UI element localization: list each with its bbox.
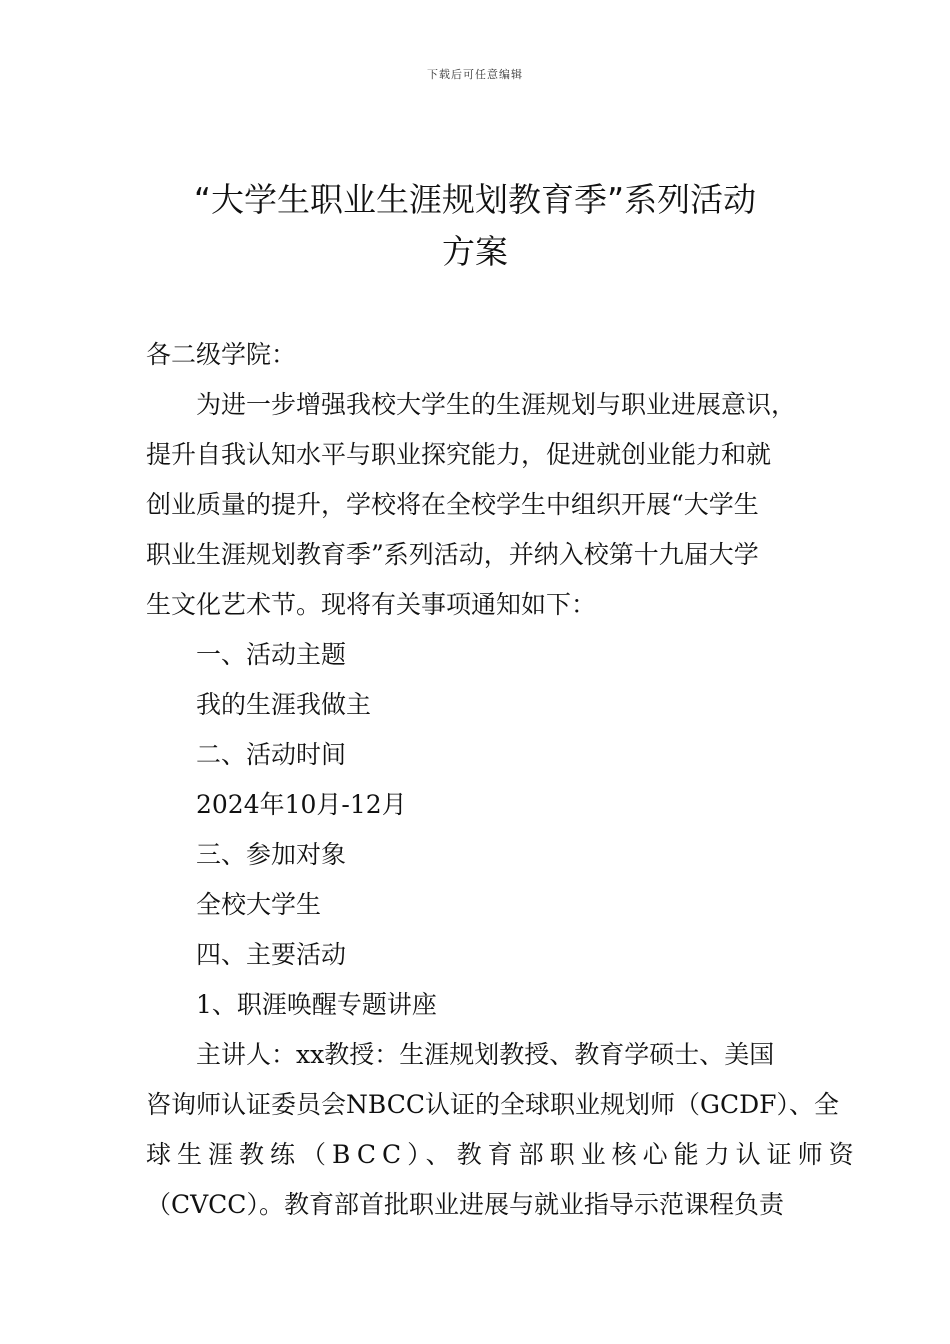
- section-heading-theme: 一、活动主题: [196, 640, 347, 669]
- section-heading-audience: 三、参加对象: [196, 840, 347, 869]
- intro-line-2: 提升自我认知水平与职业探究能力，促进就创业能力和就: [146, 440, 772, 469]
- speaker-line-4: （CVCC）。教育部首批职业进展与就业指导示范课程负责: [146, 1190, 784, 1219]
- audience-value: 全校大学生: [196, 890, 322, 919]
- intro-line-4: 职业生涯规划教育季”系列活动，并纳入校第十九届大学: [146, 540, 759, 569]
- section-heading-time: 二、活动时间: [196, 740, 347, 769]
- intro-paragraph: [146, 380, 806, 630]
- speaker-line-2: 咨询师认证委员会NBCC认证的全球职业规划师（GCDF）、全: [146, 1090, 839, 1119]
- title-line-2: 方案: [442, 232, 508, 271]
- document-body: [146, 330, 860, 1230]
- title-line-1: “大学生职业生涯规划教育季”系列活动: [193, 180, 757, 219]
- intro-line-1: 为进一步增强我校大学生的生涯规划与职业进展意识，: [196, 390, 797, 419]
- theme-value: 我的生涯我做主: [196, 690, 372, 719]
- salutation: 各二级学院：: [146, 340, 297, 369]
- time-value: 2024年10月-12月: [196, 790, 407, 819]
- intro-line-3: 创业质量的提升，学校将在全校学生中组织开展“大学生: [146, 490, 759, 519]
- speaker-paragraph: [146, 1030, 860, 1230]
- section-heading-activities: 四、主要活动: [196, 940, 347, 969]
- header-note: 下载后可任意编辑: [427, 68, 523, 81]
- document-title: [120, 174, 830, 278]
- activity-1-heading: 1、职涯唤醒专题讲座: [196, 990, 437, 1019]
- intro-line-5: 生文化艺术节。现将有关事项通知如下：: [146, 590, 597, 619]
- speaker-line-1: 主讲人：xx教授：生涯规划教授、教育学硕士、美国: [196, 1040, 775, 1069]
- speaker-line-3: 球生涯教练（BCC）、教育部职业核心能力认证师资: [146, 1140, 860, 1169]
